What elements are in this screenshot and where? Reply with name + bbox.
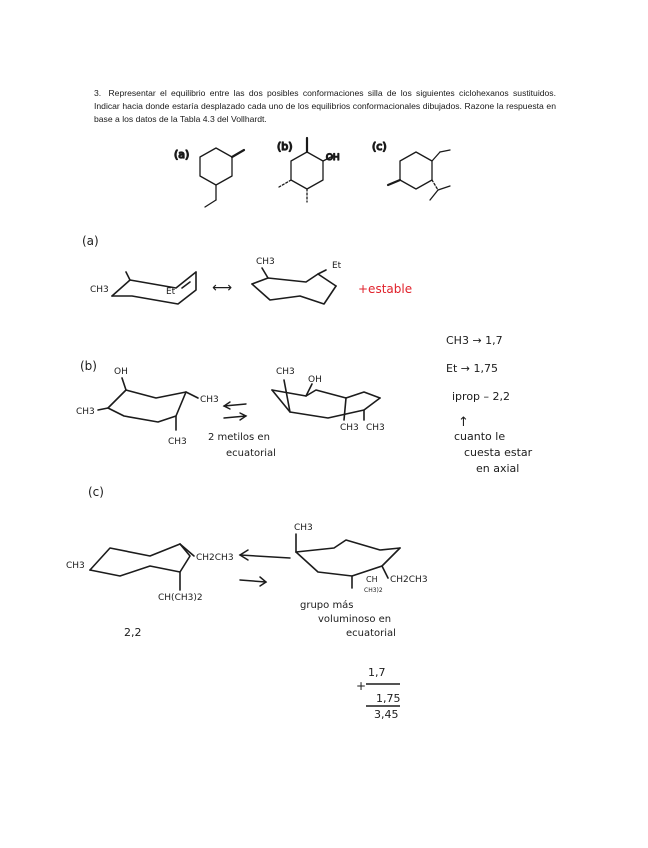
hw-sum-plus: + (356, 679, 367, 693)
hw-b-left-ch3-top: CH3 (200, 395, 219, 405)
hw-a-right-et: Et (332, 261, 342, 271)
hw-c-right-ch3-2: CH3)2 (364, 587, 383, 594)
hw-c-value-left: 2,2 (124, 626, 142, 639)
hw-a-left-et: Et (166, 287, 176, 297)
printed-oh-label: OH (326, 152, 340, 162)
hw-side-note-6: en axial (476, 462, 520, 475)
hw-c-right-ch: CH (366, 575, 378, 584)
hw-c-note-3: ecuatorial (346, 628, 396, 639)
hw-b-right-ch3-b: CH3 (366, 423, 385, 433)
hw-b-left-ch3-left: CH3 (76, 407, 95, 417)
hw-c-left-ethyl: CH2CH3 (196, 553, 234, 563)
hw-side-note-4: cuanto le (454, 430, 506, 443)
hw-a-left-ch3: CH3 (90, 285, 109, 295)
hw-b-right-ch3-top: CH3 (276, 367, 295, 377)
hw-chair-b-right (272, 380, 380, 420)
hw-label-c: (c) (88, 485, 104, 499)
hw-sum-result: 3,45 (374, 708, 399, 721)
hw-b-note-2: ecuatorial (226, 448, 276, 459)
hw-b-note-1: 2 metilos en (208, 432, 270, 443)
hw-side-note-ch3: CH3 → 1,7 (446, 334, 503, 347)
hw-c-left-isopropyl: CH(CH3)2 (158, 593, 203, 603)
hw-chair-a-right (252, 268, 336, 304)
printed-label-c: (c) (372, 140, 387, 153)
hw-a-note-stable: +estable (358, 282, 413, 296)
hw-b-right-ch3-a: CH3 (340, 423, 359, 433)
hw-b-right-oh: OH (308, 375, 322, 385)
printed-molecule-a (200, 148, 244, 207)
hw-side-note-arrow: ↑ (458, 415, 469, 430)
printed-label-b: (b) (277, 140, 293, 153)
hw-c-note-2: voluminoso en (318, 614, 392, 625)
hw-b-left-ch3-bottom: CH3 (168, 437, 187, 447)
hw-chair-a-left (112, 272, 196, 304)
hw-sum-a: 1,7 (368, 666, 386, 679)
hw-a-right-ch3: CH3 (256, 257, 275, 267)
hw-c-arrows (240, 550, 290, 586)
hw-side-note-iprop: iprop – 2,2 (452, 390, 511, 403)
hw-side-note-et: Et → 1,75 (446, 362, 498, 375)
question-text: Representar el equilibrio entre las dos posibles conformaciones silla de los siguientes ciclohexanos sustituidos. Indicar hacia donde estaría desplazado cada uno de los equilibrios conformacionales dibujados. Razone la respuesta en base a los datos de la Tabla 4.3 del Vollhardt. (94, 88, 556, 125)
hw-chair-b-left (98, 378, 198, 430)
hw-b-arrows (224, 402, 246, 420)
hw-c-right-ethyl: CH2CH3 (390, 575, 428, 585)
printed-molecule-c (388, 150, 450, 200)
hw-b-left-oh: OH (114, 367, 128, 377)
hw-c-left-ch3: CH3 (66, 561, 85, 571)
hw-chair-c-right (296, 534, 400, 588)
hw-label-b: (b) (80, 359, 97, 373)
hw-side-note-5: cuesta estar (464, 446, 533, 459)
printed-label-a: (a) (174, 148, 190, 161)
hw-c-right-ch3: CH3 (294, 523, 313, 533)
hw-sum-b: 1,75 (376, 692, 401, 705)
hw-chair-c-left (90, 544, 194, 590)
hw-a-arrow: ⟷ (212, 280, 233, 296)
hw-label-a: (a) (82, 234, 99, 248)
hw-c-note-1: grupo más (300, 600, 354, 611)
question-number: 3. (94, 88, 102, 98)
